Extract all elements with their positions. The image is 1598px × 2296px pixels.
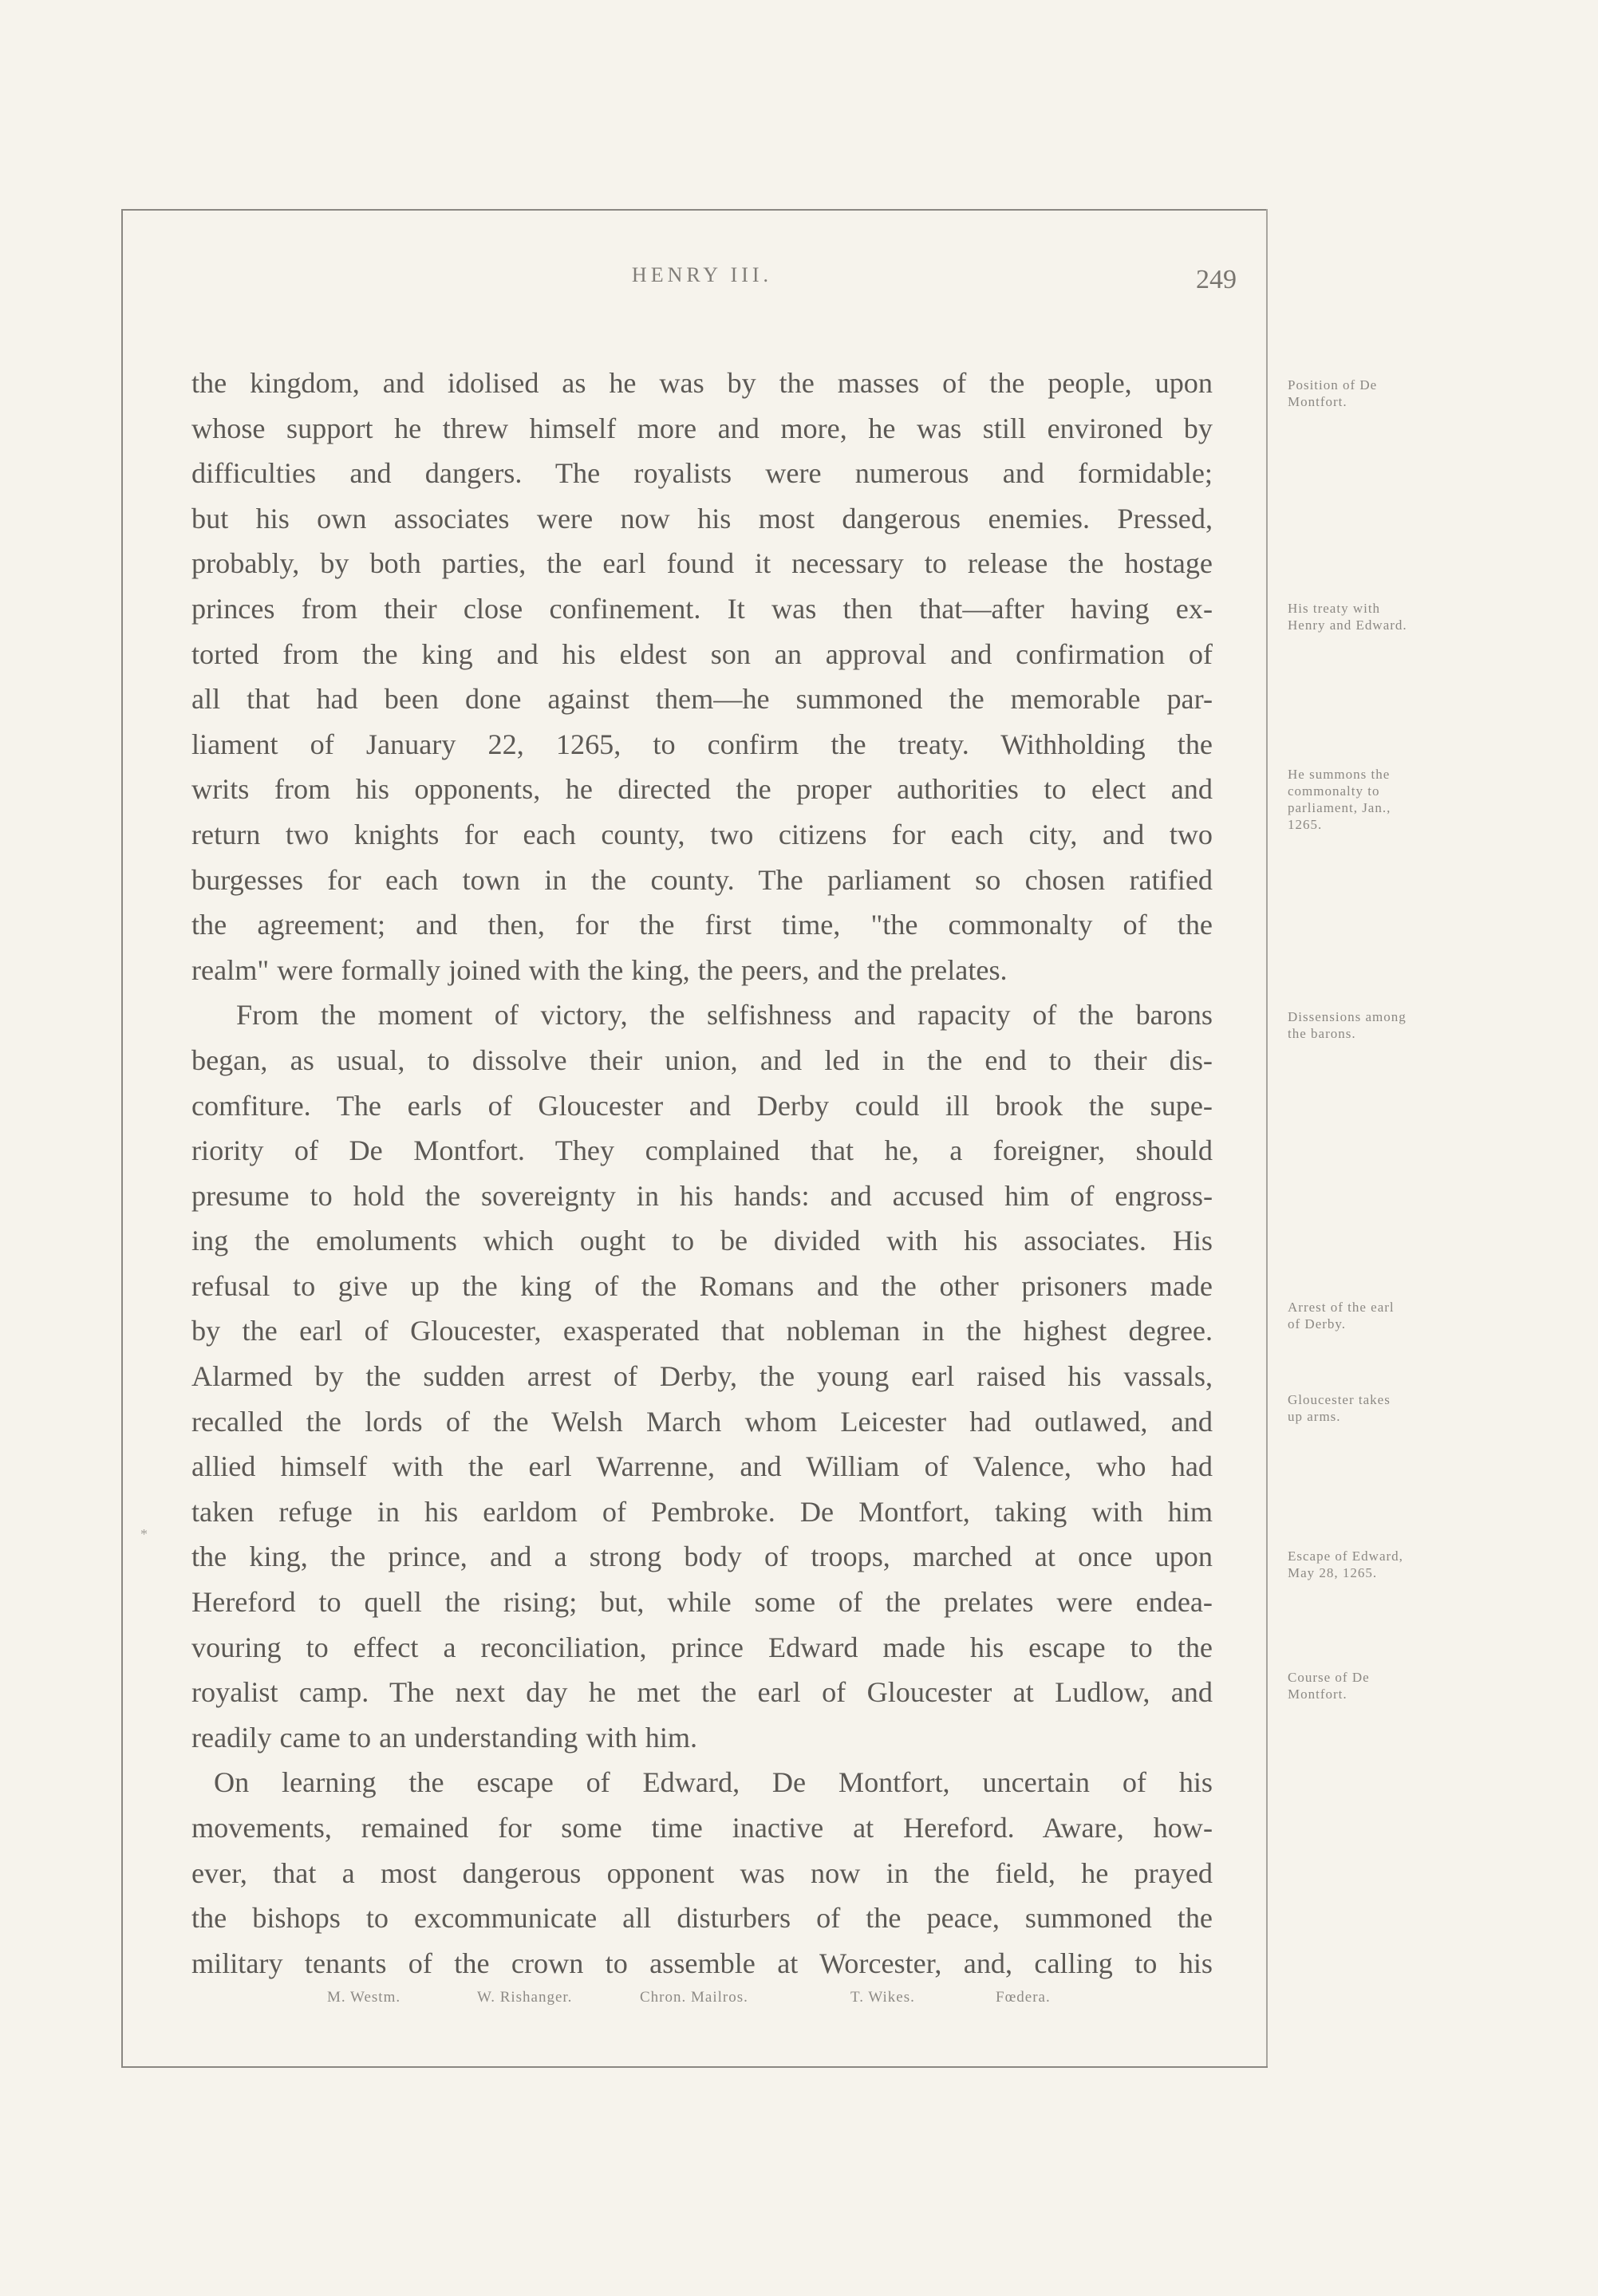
text-line: allied himself with the earl Warrenne, and William of Valence, who had [191, 1450, 1213, 1483]
footnote-source: M. Westm. [327, 1989, 401, 2006]
page-frame-bottom-rule [121, 2066, 1268, 2068]
page-frame-top-rule [121, 209, 1268, 211]
text-line: ever, that a most dangerous opponent was now in the field, he prayed [191, 1856, 1213, 1889]
text-line: but his own associates were now his most dangerous enemies. Pressed, [191, 502, 1213, 535]
text-line: whose support he threw himself more and more, he was still environed by [191, 412, 1213, 444]
text-line: by the earl of Gloucester, exasperated that nobleman in the highest degree. [191, 1315, 1213, 1347]
text-line: burgesses for each town in the county. The parliament so chosen ratified [191, 863, 1213, 896]
text-line: readily came to an understanding with him. [191, 1721, 698, 1754]
text-line: ing the emoluments which ought to be divided with his associates. His [191, 1225, 1213, 1257]
side-note-position-of-de-montfort: Position of De Montfort. [1288, 377, 1378, 409]
text-line: military tenants of the crown to assemble at Worcester, and, calling to his [191, 1947, 1213, 1979]
text-line: taken refuge in his earldom of Pembroke. De Montfort, taking with him [191, 1495, 1213, 1528]
text-line: recalled the lords of the Welsh March whom Leicester had outlawed, and [191, 1405, 1213, 1438]
text-line: the king, the prince, and a strong body of troops, marched at once upon [191, 1541, 1213, 1573]
side-note-his-treaty: His treaty with Henry and Edward. [1288, 601, 1407, 633]
page-frame-left-rule [121, 209, 123, 2066]
text-line: Alarmed by the sudden arrest of Derby, the young earl raised his vassals, [191, 1360, 1213, 1393]
margin-mark: * [140, 1526, 148, 1542]
text-line: return two knights for each county, two citizens for each city, and two [191, 818, 1213, 850]
text-line: the bishops to excommunicate all disturbers of the peace, summoned the [191, 1902, 1213, 1935]
text-line: comfiture. The earls of Gloucester and Derby could ill brook the supe- [191, 1089, 1213, 1122]
running-head [191, 257, 1237, 294]
text-line: presume to hold the sovereignty in his hands: and accused him of engross- [191, 1179, 1213, 1212]
text-line: torted from the king and his eldest son an approval and confirmation of [191, 637, 1213, 670]
text-line: riority of De Montfort. They complained that he, a foreigner, should [191, 1134, 1213, 1167]
text-line: liament of January 22, 1265, to confirm the treaty. Withholding the [191, 728, 1213, 760]
text-line: refusal to give up the king of the Romans and the other prisoners made [191, 1269, 1213, 1302]
footnote-source: Fœdera. [996, 1989, 1051, 2006]
text-line: writs from his opponents, he directed the proper authorities to elect and [191, 773, 1213, 806]
text-line: began, as usual, to dissolve their union, and led in the end to their dis- [191, 1043, 1213, 1076]
text-line: the kingdom, and idolised as he was by the masses of the people, upon [191, 367, 1213, 399]
text-line: vouring to effect a reconciliation, prince Edward made his escape to the [191, 1631, 1213, 1663]
text-line: difficulties and dangers. The royalists were numerous and formidable; [191, 457, 1213, 490]
text-line-paragraph-start: From the moment of victory, the selfishness and rapacity of the barons [236, 999, 1213, 1032]
text-line: movements, remained for some time inactive at Hereford. Aware, how- [191, 1812, 1213, 1844]
side-note-escape-of-edward: Escape of Edward, May 28, 1265. [1288, 1548, 1403, 1580]
body-text [191, 361, 1213, 1986]
side-note-arrest-of-derby: Arrest of the earl of Derby. [1288, 1300, 1395, 1331]
text-line: all that had been done against them—he summoned the memorable par- [191, 683, 1213, 716]
footnote-source: Chron. Mailros. [640, 1989, 748, 2006]
side-note-dissensions: Dissensions among the barons. [1288, 1009, 1407, 1041]
text-line: Hereford to quell the rising; but, while some of the prelates were endea- [191, 1586, 1213, 1619]
text-line: royalist camp. The next day he met the earl of Gloucester at Ludlow, and [191, 1676, 1213, 1709]
text-line: princes from their close confinement. It was then that—after having ex- [191, 592, 1213, 625]
side-note-course-of-de-montfort: Course of De Montfort. [1288, 1670, 1370, 1702]
text-line: realm" were formally joined with the king, the peers, and the prelates. [191, 953, 1008, 986]
text-line-paragraph-start: On learning the escape of Edward, De Montfort, uncertain of his [214, 1766, 1213, 1799]
running-title: HENRY III. [631, 263, 773, 286]
footnote-source: W. Rishanger. [477, 1989, 573, 2006]
page-frame-right-rule [1266, 209, 1268, 2066]
page-number: 249 [1196, 265, 1237, 294]
side-note-gloucester-takes-up-arms: Gloucester takes up arms. [1288, 1392, 1391, 1424]
footnote-sources [191, 1983, 1085, 2012]
footnote-source: T. Wikes. [850, 1989, 915, 2006]
text-line: probably, by both parties, the earl found it necessary to release the hostage [191, 547, 1213, 580]
text-line: the agreement; and then, for the first time, "the commonalty of the [191, 909, 1213, 941]
side-note-summons-commonalty: He summons the commonalty to parliament, Jan., 1265. [1288, 767, 1391, 832]
